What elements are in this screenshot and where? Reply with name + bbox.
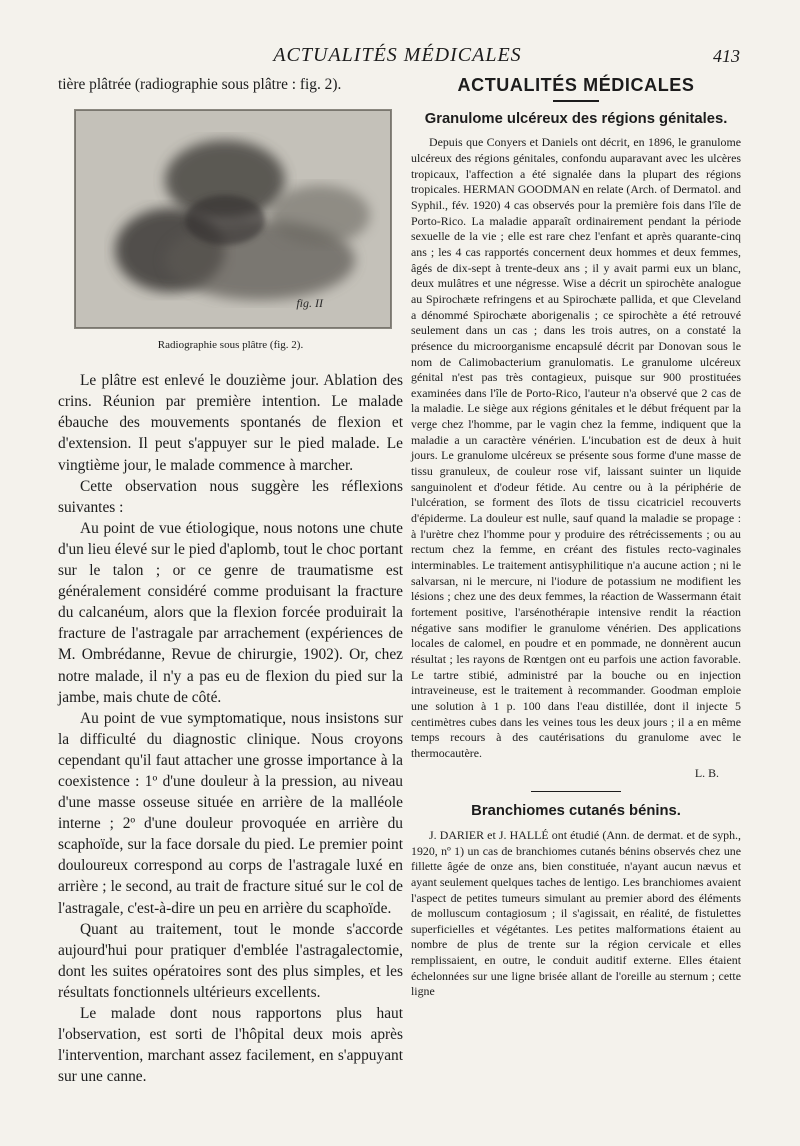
- article-title: Granulome ulcéreux des régions génitales.: [424, 110, 728, 127]
- paragraph: Au point de vue étiologique, nous notons une chute d'un lieu élevé sur le pied d'aplomb, tout le choc portant sur le talon ; or ce genre de traumatisme est généralement considéré comme produisant la fracture du calcanéum, alors que la flexion forcée produirait la fracture de l'astragale par arrachement (expériences de M. Ombrédanne, Revue de chirurgie, 1902). Or, chez notre malade, il n'y a pas eu de flexion du pied sur la jambe, mais chute de côté.: [58, 519, 403, 706]
- figure-mark: fig. II: [296, 296, 323, 310]
- left-column: [58, 74, 403, 1087]
- figure-caption: Radiographie sous plâtre (fig. 2).: [157, 339, 304, 352]
- paragraph: Au point de vue symptomatique, nous insistons sur la difficulté du diagnostic clinique. Nous croyons cependant qu'il faut attacher une grosse importance à la coexistence : 1º d'une douleur à la pression, au niveau d'une masse osseuse située en arrière de la malléole interne ; 2º d'une douleur provoquée en arrière du scaphoïde, sur la face dorsale du pied. Le premier point douloureux correspond au corps de l'astragale luxé en arrière ; le second, au trait de fracture situé sur le col de l'astragale, c'est-à-dire un peu en arrière du scaphoïde.: [58, 709, 403, 917]
- article-title: Branchiomes cutanés bénins.: [471, 803, 681, 820]
- radiograph-figure: [74, 109, 392, 329]
- page-header: [55, 44, 740, 74]
- paragraph: Cette observation nous suggère les réflexions suivantes :: [58, 477, 403, 516]
- radiograph-image: [75, 110, 391, 328]
- paragraph: Quant au traitement, tout le monde s'accorde aujourd'hui pour pratiquer d'emblée l'astragalectomie, dont les suites opératoires sont des plus simples, et les résultats fonctionnels ultérieurs excellents.: [58, 920, 403, 1001]
- article-text: Depuis que Conyers et Daniels ont décrit, en 1896, le granulome ulcéreux des régions génitales, confondu auparavant avec les ulcères tropicaux, l'affection a été signalée dans la plupart des régions tropicales. HERMAN GOODMAN en relate (Arch. of Dermatol. and Syphil., fév. 1920) 4 cas observés pour la première fois dans l'île de Porto-Rico. La maladie apparaît ordinairement pendant la période sexuelle de la vie ; elle est rare chez l'enfant et après quarante-cinq ans ; les 4 cas rapportés concernent deux hommes et deux femmes, âgés de dix-sept à trente-deux ans ; il y avait parmi eux un blanc, deux mulâtres et une négresse. Wise a décrit un spirochète analogue au Spirochæte refringens et au Spirochæte pallida, et que Cleveland a dénommé Spirochæte aborigenalis ; ce spirochète a été retrouvé seulement dans un cas ; dans les trois autres, on a constaté la présence du microorganisme encapsulé décrit par Donovan sous le nom de Calimobacterium granulomatis. Le granulome ulcéreux génital n'est pas très contagieux, puisque sur 900 prostituées examinées dans l'île de Porto-Rico, l'auteur n'a observé que 2 cas de la maladie. Le siège aux régions génitales et le début fréquent par la verge chez l'homme, par le vagin chez la femme, indiquent que la maladie a un caractère vénérien. L'incubation est de deux à huit jours. Le granulome ulcéreux se présente sous forme d'une masse de tissu granuleux, de couleur rose vif, laissant suinter un liquide sanguinolent et d'odeur fétide. Au centre ou à la périphérie de l'ulcération, se forment des îlots de tissu cicatriciel recouverts d'épiderme. La douleur est nulle, sauf quand la maladie se propage : à l'urètre chez l'homme pour y produire des rétrécissements ; ou au rectum chez la femme, en créant des fistules recto-vaginales interminables. Le traitement antisyphilitique n'a aucune action ; ni le salvarsan, ni le mercure, ni l'iodure de potassium ne modifient les lésions ; chez une des deux femmes, la réaction de Wassermann était fortement positive, l'arsénothérapie intensive rendit la réaction négative sans modifier le granulome vénérien. Des applications locales de calomel, en poudre et en pommade, ne donnèrent aucun résultat ; les rayons de Rœntgen ont eu parfois une action favorable. Le tartre stibié, administré par la bouche ou en injection intraveineuse, est le traitement à recommander. Goodman emploie une solution à 1 p. 100 dans l'eau distillée, dont il injecte 5 centimètres cubes dans les veines tous les deux jours ; il a en même temps recours à des cautérisations du granulome avec le thermocautère.: [411, 135, 741, 760]
- running-title: ACTUALITÉS MÉDICALES: [273, 44, 522, 66]
- section-rule: [553, 100, 599, 102]
- article-signature: L. B.: [694, 765, 719, 780]
- paragraph: Le plâtre est enlevé le douzième jour. Ablation des crins. Réunion par première intention. Le malade ébauche des mouvements spontanés de flexion et d'extension. Il peut s'appuyer sur le pied malade. Le vingtième jour, le malade commence à marcher.: [58, 372, 403, 474]
- paragraph: Le malade dont nous rapportons plus haut l'observation, est sorti de l'hôpital deux mois après l'intervention, marchant assez facilement, en s'appuyant sur une canne.: [58, 1005, 403, 1086]
- right-column: [411, 76, 741, 1000]
- article-separator: [531, 791, 621, 792]
- section-title: ACTUALITÉS MÉDICALES: [457, 75, 695, 95]
- article-text: J. DARIER et J. HALLÉ ont étudié (Ann. de dermat. et de syph., 1920, nº 1) un cas de branchiomes cutanés bénins observés chez une fillette âgée de onze ans, bien constituée, n'ayant aucun nævus et ayant seulement quelques taches de lentigo. Les branchiomes avaient l'aspect de petites tumeurs simulant au premier abord des éléments de molluscum contagiosum ; il s'agissait, en réalité, de fistulettes superficielles et végétantes. Les petites malformations étaient au nombre de plus de trente sur la région cervicale et elles remplissaient, en outre, le conduit auditif externe. Elles étaient échelonnées sur une ligne brisée allant de l'oreille au sternum ; cette ligne: [411, 827, 741, 999]
- page-number: 413: [713, 46, 740, 66]
- figure-intro-line: tière plâtrée (radiographie sous plâtre : fig. 2).: [58, 76, 342, 93]
